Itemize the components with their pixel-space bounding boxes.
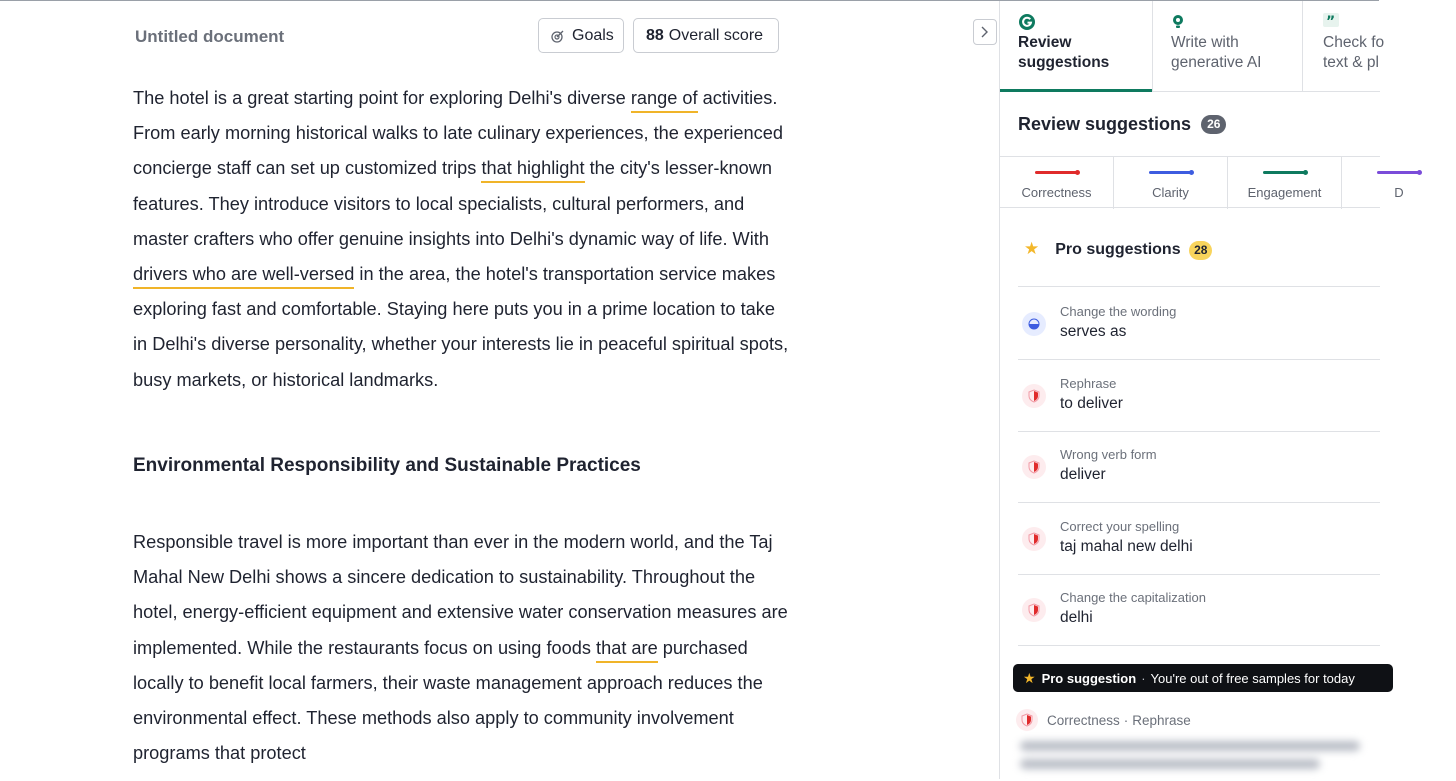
paragraph-text: in the area, the hotel's transportation service makes exploring fast and comfortable. Staying here puts you in a prime location to take in Delhi's diverse personality, whether your interests lie in peaceful spiritual spots, busy markets, or historical landmarks.	[133, 264, 789, 390]
blurred-preview	[1020, 741, 1380, 781]
correctness-shield-icon	[1022, 384, 1046, 408]
category-delivery[interactable]	[1342, 157, 1456, 209]
locked-type: Rephrase	[1132, 712, 1191, 728]
suggestion-type: Change the wording	[1060, 304, 1177, 319]
tab-label: Check fo	[1323, 34, 1385, 51]
star-icon: ★	[1023, 669, 1036, 686]
svg-text:”: ”	[1326, 14, 1336, 30]
correctness-shield-icon	[1022, 527, 1046, 551]
pro-suggestions-title: Pro suggestions	[1055, 241, 1181, 258]
tab-label: text & pl	[1323, 54, 1379, 71]
paragraph-text: the city's lesser-known features. They introduce visitors to local specialists, cultural performers, and master crafters who offer genuine insights into Delhi's dynamic way of life. With	[133, 158, 773, 249]
suggestion-type: Correct your spelling	[1060, 519, 1180, 534]
locked-category: Correctness	[1047, 712, 1120, 728]
category-color-bar	[1263, 171, 1307, 174]
review-suggestions-title: Review suggestions	[1018, 114, 1192, 134]
target-icon	[551, 29, 565, 43]
suggestion-type: Wrong verb form	[1060, 447, 1157, 462]
document-title[interactable]: Untitled document	[135, 27, 285, 46]
tab-generative-ai[interactable]	[1152, 1, 1302, 92]
suggestion-underline[interactable]: drivers who are well-versed	[133, 264, 354, 289]
category-color-bar	[1377, 171, 1421, 174]
separator-dot: ·	[1123, 712, 1129, 728]
pro-count-badge: 28	[1189, 241, 1212, 260]
pro-suggestion-banner[interactable]	[1013, 664, 1393, 692]
star-icon: ★	[1024, 239, 1040, 258]
section-heading: Environmental Responsibility and Sustainable Practices	[133, 455, 641, 476]
category-color-bar	[1035, 171, 1079, 174]
grammarly-logo-icon	[1018, 13, 1152, 31]
document-editor[interactable]	[0, 1, 999, 779]
suggestion-underline[interactable]: that are	[596, 638, 658, 663]
clarity-icon	[1022, 312, 1046, 336]
suggestion-count-badge: 26	[1201, 115, 1226, 134]
pro-suggestions-row[interactable]	[1018, 231, 1380, 287]
suggestion-value: deliver	[1060, 466, 1106, 483]
tab-label: Review	[1018, 34, 1072, 51]
suggestion-card[interactable]	[1018, 288, 1380, 360]
suggestion-card[interactable]	[1018, 431, 1380, 503]
locked-suggestion-header	[1018, 709, 1191, 731]
suggestion-card[interactable]	[1018, 574, 1380, 646]
separator-dot: ·	[1141, 670, 1146, 686]
suggestion-type: Change the capitalization	[1060, 590, 1206, 605]
category-label: Clarity	[1152, 185, 1189, 200]
suggestion-card[interactable]	[1018, 503, 1380, 575]
suggestion-underline[interactable]: that highlight	[481, 158, 584, 183]
category-color-bar	[1149, 171, 1193, 174]
paragraph-text: activities. From early morning historical walks to late culinary experiences, the experienced concierge staff can set up customized trips	[133, 88, 783, 179]
suggestion-value: to deliver	[1060, 395, 1123, 412]
suggestion-value: taj mahal new delhi	[1060, 538, 1193, 555]
paragraph-text: purchased locally to benefit local farmers, their waste management approach reduces the environmental effect. These methods also apply to community involvement programs that protect	[133, 637, 763, 764]
suggestion-value: serves as	[1060, 323, 1127, 340]
goals-button[interactable]	[538, 18, 624, 53]
suggestion-card[interactable]	[1018, 360, 1380, 432]
correctness-shield-icon	[1016, 709, 1038, 731]
category-filter-bar	[1000, 156, 1404, 208]
review-suggestions-heading	[1018, 114, 1226, 135]
paragraph-text: Responsible travel is more important than ever in the modern world, and the Taj Mahal New Delhi shows a sincere dedication to sustainability. Throughout the hotel, energy-efficient equipment and extensive water conservation measures are implemented. While the restaurants focus on using foods	[133, 532, 788, 658]
document-paragraph[interactable]	[133, 81, 793, 398]
tab-review-suggestions[interactable]	[1000, 1, 1152, 92]
correctness-shield-icon	[1022, 598, 1046, 622]
assistant-sidebar	[999, 1, 1404, 779]
category-label: D	[1394, 185, 1404, 200]
category-engagement[interactable]	[1228, 157, 1342, 209]
pro-banner-text: You're out of free samples for today	[1150, 670, 1355, 686]
category-clarity[interactable]	[1114, 157, 1228, 209]
document-paragraph[interactable]	[133, 525, 793, 771]
goals-label: Goals	[572, 26, 614, 44]
quote-icon	[1323, 13, 1392, 31]
tab-label: generative AI	[1171, 54, 1262, 71]
category-label: Engagement	[1247, 185, 1322, 200]
correctness-shield-icon	[1022, 455, 1046, 479]
overall-score-button[interactable]	[633, 18, 779, 53]
suggestion-value: delhi	[1060, 609, 1093, 626]
suggestion-underline[interactable]: range of	[631, 88, 698, 113]
lightbulb-icon	[1171, 13, 1302, 31]
paragraph-text: The hotel is a great starting point for exploring Delhi's diverse	[133, 88, 631, 108]
pro-banner-title: Pro suggestion	[1041, 670, 1137, 686]
score-label: Overall score	[668, 26, 764, 44]
collapse-sidebar-button[interactable]	[973, 19, 997, 45]
score-value: 88	[646, 26, 664, 44]
tab-label: suggestions	[1018, 54, 1110, 71]
category-correctness[interactable]	[1000, 157, 1114, 209]
chevron-right-icon	[980, 25, 990, 39]
tab-plagiarism-check[interactable]	[1302, 1, 1392, 92]
category-label: Correctness	[1021, 185, 1092, 200]
suggestion-type: Rephrase	[1060, 376, 1117, 391]
sidebar-tabs	[1000, 1, 1385, 92]
tab-label: Write with	[1171, 34, 1239, 51]
